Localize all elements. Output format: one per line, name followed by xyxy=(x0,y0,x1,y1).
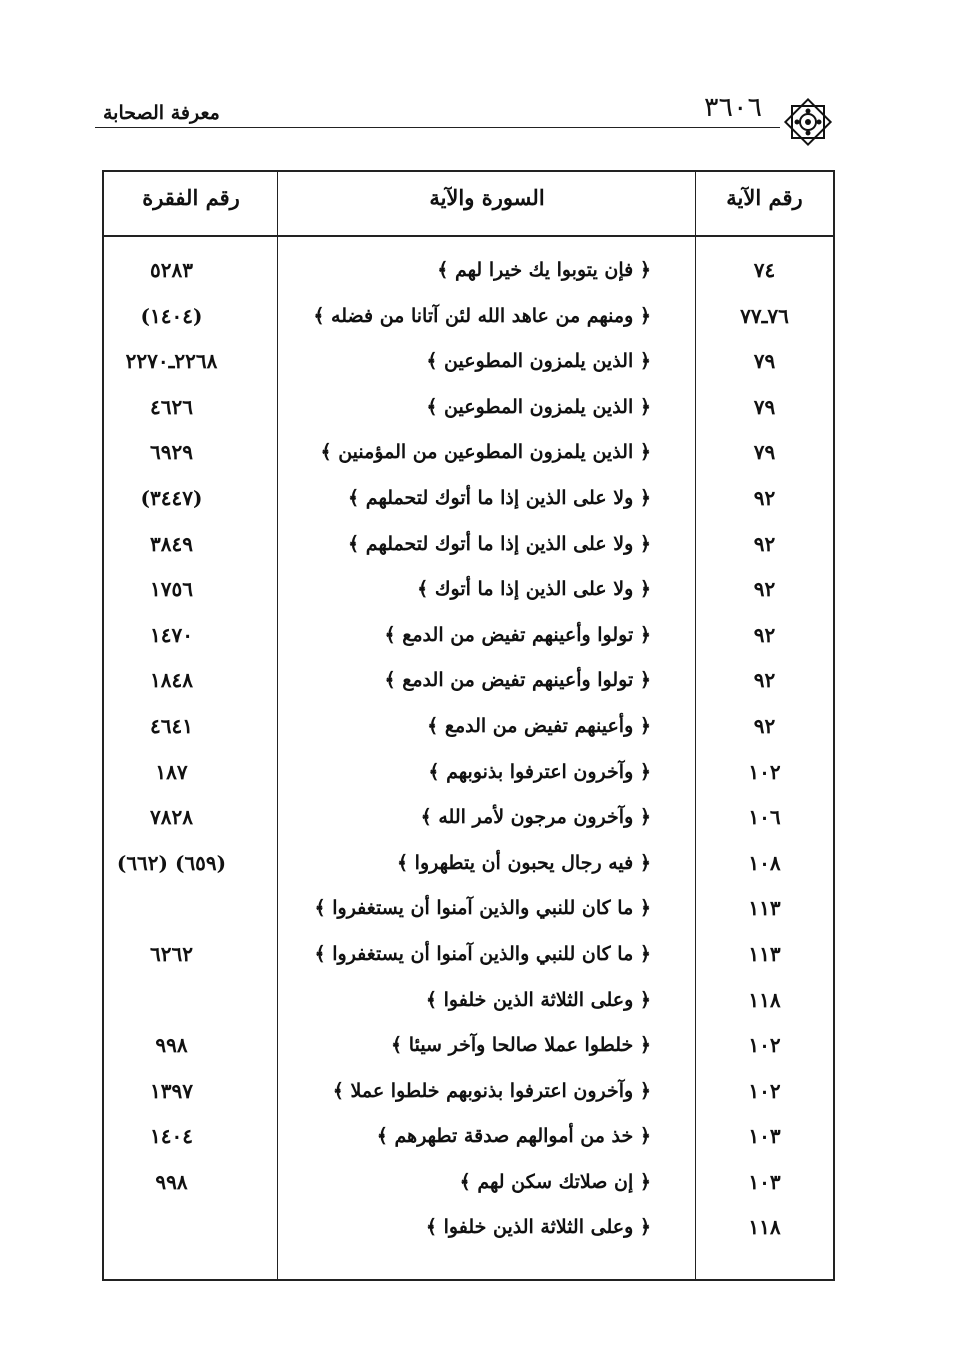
paragraph-number: ٧٨٢٨ xyxy=(150,805,193,830)
paragraph-number: ٦٩٢٩ xyxy=(150,440,193,465)
ayah-text: ﴿ خلطوا عملا صالحا وآخر سيئا ﴾ xyxy=(391,1034,651,1057)
verse-number: ١٠٦ xyxy=(748,805,781,830)
table-row xyxy=(104,341,833,387)
paragraph-number xyxy=(102,1207,241,1253)
ayah-text: ﴿ ولا على الذين إذا ما أتوك لتحملهم ﴾ xyxy=(348,532,651,555)
table-row xyxy=(104,797,833,843)
table-row xyxy=(104,1071,833,1117)
table-row xyxy=(104,478,833,524)
table-row xyxy=(104,296,833,342)
ayah-text: ﴿ الذين يلمزون المطوعين ﴾ xyxy=(426,350,651,373)
table-row xyxy=(104,888,833,934)
table-header-row xyxy=(104,172,833,237)
ayah-text: ﴿ وعلى الثلاثة الذين خلفوا ﴾ xyxy=(425,988,651,1011)
index-table xyxy=(102,170,835,1281)
paragraph-number: ٥٢٨٣ xyxy=(150,258,193,282)
verse-number: ٧٩ xyxy=(753,349,776,374)
paragraph-number: ١٤٠٤ xyxy=(150,1124,193,1149)
paragraph-number xyxy=(102,980,241,1026)
ayah-text: ﴿ خذ من أموالهم صدقة تطهرهم ﴾ xyxy=(376,1125,651,1148)
table-row xyxy=(104,980,833,1026)
page-number: ٣٦٠٦ xyxy=(703,92,762,123)
paragraph-number: ٢٢٦٨ـ٢٢٧٠ xyxy=(125,349,218,374)
table-row xyxy=(104,524,833,570)
paragraph-number: ١٤٧٠ xyxy=(150,622,193,647)
header-paragraph-number: رقم الفقرة xyxy=(142,185,240,210)
verse-number: ٧٩ xyxy=(753,440,776,465)
verse-number: ٩٢ xyxy=(753,485,776,510)
star-ornament-icon xyxy=(780,94,836,150)
verse-number: ١١٨ xyxy=(748,1215,781,1240)
verse-number: ١٠٢ xyxy=(748,1033,781,1058)
table-row xyxy=(104,706,833,752)
paragraph-number: ٩٩٨ xyxy=(155,1169,188,1194)
ayah-text: ﴿ وآخرون اعترفوا بذنوبهم خلطوا عملا ﴾ xyxy=(332,1079,651,1102)
table-row xyxy=(104,615,833,661)
page-header xyxy=(95,92,840,132)
verse-number: ٧٩ xyxy=(753,394,776,419)
ayah-text: ﴿ ولا على الذين إذا ما أتوك ﴾ xyxy=(417,578,651,601)
paragraph-number xyxy=(102,888,241,934)
ayah-text: ﴿ الذين يلمزون المطوعين ﴾ xyxy=(426,395,651,418)
header-rule xyxy=(95,127,780,128)
table-row xyxy=(104,752,833,798)
ayah-text: ﴿ وآخرون مرجون لأمر الله ﴾ xyxy=(420,806,651,829)
paragraph-number: (٣٤٤٧) xyxy=(140,485,203,510)
ayah-text: ﴿ وعلى الثلاثة الذين خلفوا ﴾ xyxy=(425,1216,651,1239)
table-row xyxy=(104,843,833,889)
verse-number: ١١٣ xyxy=(748,896,781,921)
table-row xyxy=(104,1116,833,1162)
ayah-text: ﴿ فيه رجال يحبون أن يتطهروا ﴾ xyxy=(396,851,651,874)
ayah-text: ﴿ وآخرون اعترفوا بذنوبهم ﴾ xyxy=(428,760,651,783)
paragraph-number: ١٣٩٧ xyxy=(150,1078,193,1103)
paragraph-number: ٣٨٤٩ xyxy=(150,531,193,556)
verse-number: ١٠٨ xyxy=(748,850,781,875)
paragraph-number: ٩٩٨ xyxy=(155,1033,188,1058)
table-body xyxy=(104,250,833,1253)
ayah-text: ﴿ الذين يلمزون المطوعين من المؤمنين ﴾ xyxy=(320,441,651,464)
verse-number: ٩٢ xyxy=(753,531,776,556)
ayah-text: ﴿ وأعينهم تفيض من الدمع ﴾ xyxy=(427,714,651,737)
ayah-text: ﴿ ولا على الذين إذا ما أتوك لتحملهم ﴾ xyxy=(348,486,651,509)
verse-number: ١٠٣ xyxy=(748,1169,781,1194)
verse-number: ٩٢ xyxy=(753,622,776,647)
ayah-text: ﴿ ومنهم من عاهد الله لئن آتانا من فضله ﴾ xyxy=(313,304,651,327)
ayah-text: ﴿ إن صلاتك سكن لهم ﴾ xyxy=(459,1170,651,1193)
paragraph-number: (٦٥٩) (٦٦٢) xyxy=(116,850,227,875)
verse-number: ٩٢ xyxy=(753,668,776,693)
table-row xyxy=(104,934,833,980)
header-verse-number: رقم الآية xyxy=(726,185,803,210)
ayah-text: ﴿ ما كان للنبي والذين آمنوا أن يستغفروا ﴾ xyxy=(314,897,651,920)
paragraph-number: (١٤٠٤) xyxy=(140,303,203,328)
verse-number: ٩٢ xyxy=(753,577,776,602)
verse-number: ٧٦ـ٧٧ xyxy=(740,303,789,328)
book-title: معرفة الصحابة xyxy=(103,102,220,124)
verse-number: ١٠٢ xyxy=(748,1078,781,1103)
paragraph-number: ١٨٧ xyxy=(155,759,188,784)
verse-number: ١١٨ xyxy=(748,987,781,1012)
verse-number: ١٠٣ xyxy=(748,1124,781,1149)
paragraph-number: ١٧٥٦ xyxy=(150,577,193,602)
paragraph-number: ٦٢٦٢ xyxy=(150,941,193,966)
verse-number: ٩٢ xyxy=(753,713,776,738)
table-row xyxy=(104,1207,833,1253)
paragraph-number: ٤٦٢٦ xyxy=(150,394,193,419)
verse-number: ١٠٢ xyxy=(748,759,781,784)
ayah-text: ﴿ فإن يتوبوا يك خيرا لهم ﴾ xyxy=(437,259,651,281)
header-surah-ayah: السورة والآية xyxy=(429,185,545,210)
verse-number: ٧٤ xyxy=(753,258,776,282)
table-row xyxy=(104,569,833,615)
table-row xyxy=(104,432,833,478)
table-row xyxy=(104,250,833,296)
paragraph-number: ٤٦٤١ xyxy=(150,713,193,738)
ayah-text: ﴿ تولوا وأعينهم تفيض من الدمع ﴾ xyxy=(384,623,651,646)
ayah-text: ﴿ تولوا وأعينهم تفيض من الدمع ﴾ xyxy=(384,669,651,692)
table-row xyxy=(104,1162,833,1208)
paragraph-number: ١٨٤٨ xyxy=(150,668,193,693)
ayah-text: ﴿ ما كان للنبي والذين آمنوا أن يستغفروا ﴾ xyxy=(314,942,651,965)
verse-number: ١١٣ xyxy=(748,941,781,966)
table-row xyxy=(104,660,833,706)
table-row xyxy=(104,387,833,433)
table-row xyxy=(104,1025,833,1071)
